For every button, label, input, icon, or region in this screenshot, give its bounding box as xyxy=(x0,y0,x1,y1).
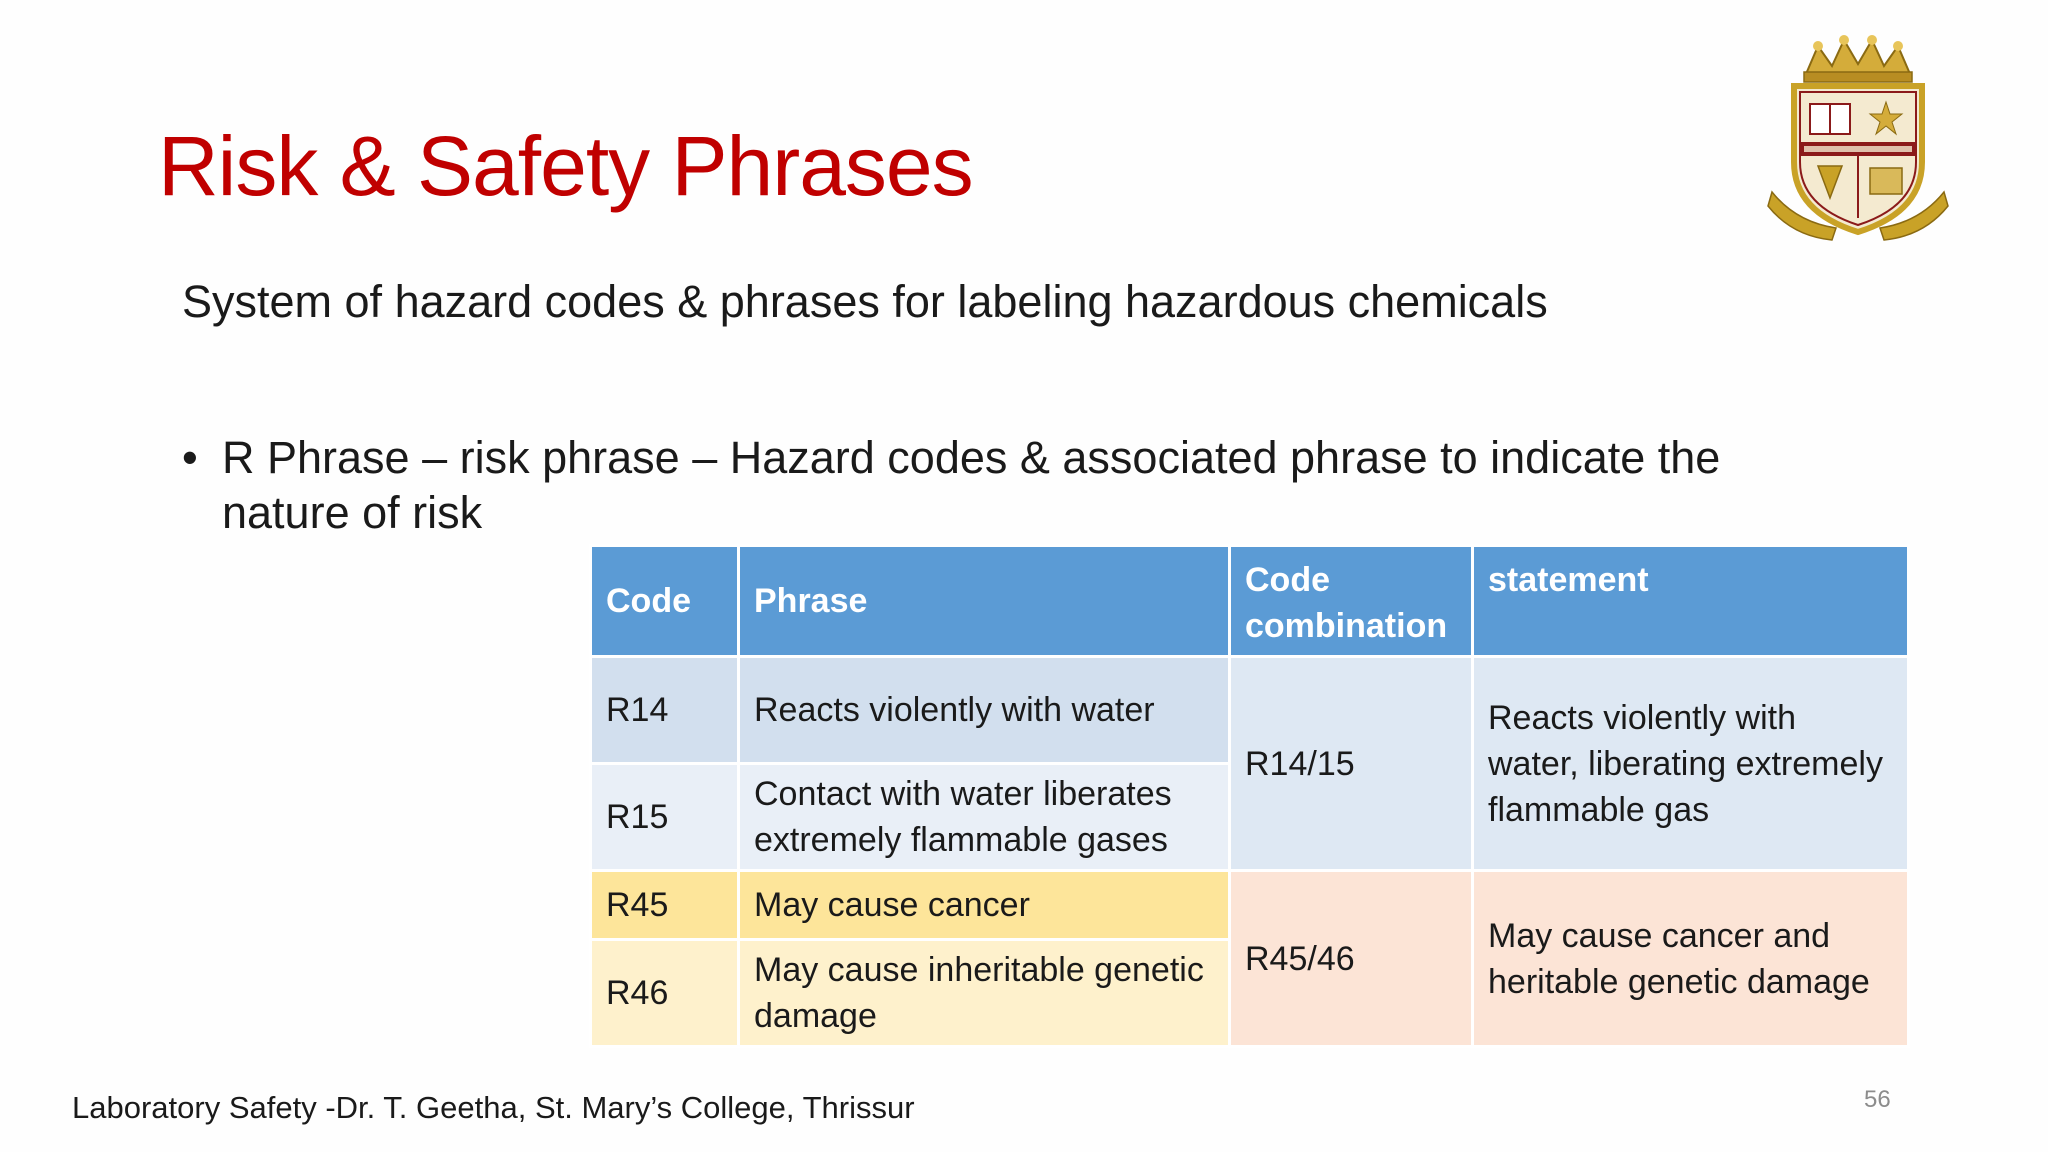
bullet-point xyxy=(182,430,1722,540)
slide-footer: Laboratory Safety -Dr. T. Geetha, St. Mary’s College, Thrissur xyxy=(72,1090,915,1125)
code-cell: R46 xyxy=(591,940,739,1047)
slide-title: Risk & Safety Phrases xyxy=(158,119,973,213)
chest-icon xyxy=(1870,168,1902,194)
code-cell: R14 xyxy=(591,657,739,764)
code-cell: R15 xyxy=(591,764,739,871)
crown-icon xyxy=(1804,35,1912,82)
header-statement: statement xyxy=(1473,546,1909,657)
phrase-cell: Contact with water liberates extremely flammable gases xyxy=(739,764,1230,871)
phrase-cell: May cause inheritable genetic damage xyxy=(739,940,1230,1047)
header-phrase: Phrase xyxy=(739,546,1230,657)
phrase-cell: Reacts violently with water xyxy=(739,657,1230,764)
risk-phrase-table xyxy=(589,544,1910,1048)
slide-subtitle: System of hazard codes & phrases for labeling hazardous chemicals xyxy=(182,276,1548,327)
table-row xyxy=(591,657,1909,764)
combination-cell: R14/15 xyxy=(1230,657,1473,871)
code-cell: R45 xyxy=(591,871,739,940)
college-crest-logo xyxy=(1766,32,1950,248)
header-code-combination: Code combination xyxy=(1230,546,1473,657)
table-header-row xyxy=(591,546,1909,657)
statement-cell: Reacts violently with water, liberating extremely flammable gas xyxy=(1473,657,1909,871)
header-code: Code xyxy=(591,546,739,657)
page-number: 56 xyxy=(1864,1086,1891,1113)
table-row xyxy=(591,871,1909,940)
bullet-text: R Phrase – risk phrase – Hazard codes & associated phrase to indicate the nature of risk xyxy=(222,432,1721,538)
phrase-cell: May cause cancer xyxy=(739,871,1230,940)
statement-cell: May cause cancer and heritable genetic damage xyxy=(1473,871,1909,1047)
combination-cell: R45/46 xyxy=(1230,871,1473,1047)
bullet-marker: • xyxy=(182,432,198,483)
